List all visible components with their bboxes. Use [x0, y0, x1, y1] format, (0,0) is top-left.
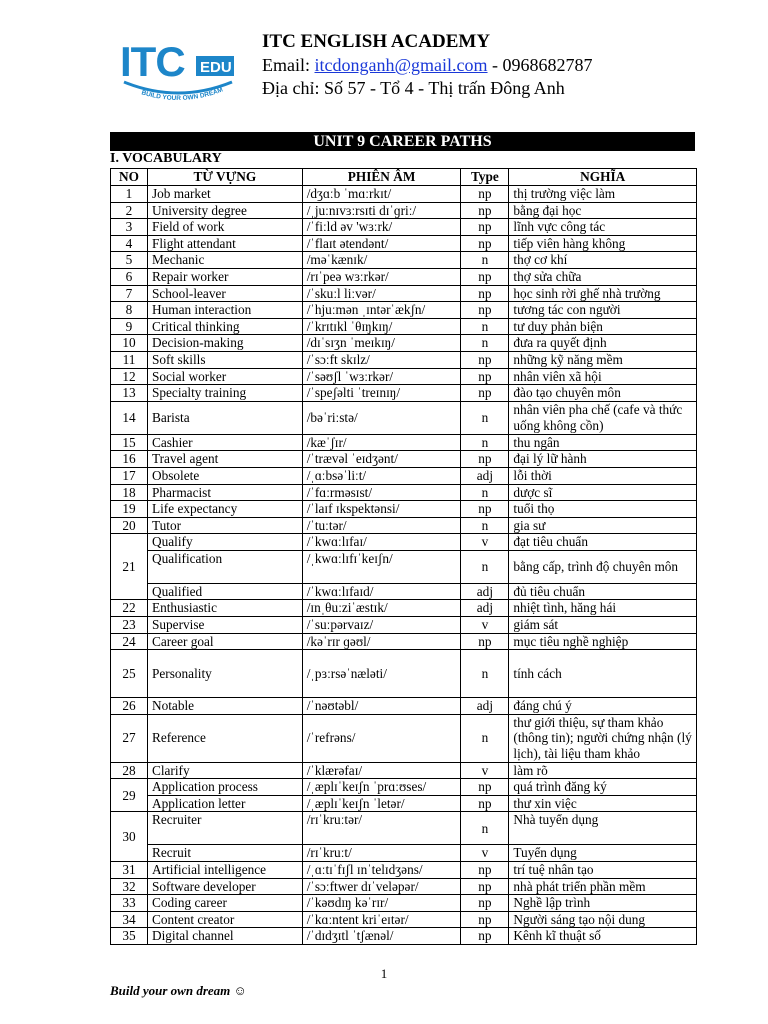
cell-meaning: những kỹ năng mềm — [509, 351, 697, 368]
cell-meaning: thư giới thiệu, sự tham khảo (thông tin); người chứng nhận (lý lịch), tài liệu tham khảo — [509, 714, 697, 762]
cell-no: 5 — [111, 252, 148, 269]
cell-meaning: đào tạo chuyên môn — [509, 385, 697, 402]
cell-word: Recruiter — [147, 812, 302, 845]
cell-type: np — [461, 928, 509, 945]
cell-ipa: /ˈkrɪtɪkl ˈθɪŋkɪŋ/ — [302, 318, 461, 335]
cell-type: np — [461, 302, 509, 319]
cell-meaning: tư duy phản biện — [509, 318, 697, 335]
cell-word: Repair worker — [147, 268, 302, 285]
cell-type: v — [461, 617, 509, 634]
vocabulary-table — [110, 168, 697, 945]
table-row — [111, 235, 697, 252]
cell-ipa: /ˈdɪdʒɪtl ˈtʃænəl/ — [302, 928, 461, 945]
cell-no: 15 — [111, 434, 148, 451]
cell-ipa: /ˌæplɪˈkeɪʃn ˈletər/ — [302, 795, 461, 812]
cell-meaning: thợ cơ khí — [509, 252, 697, 269]
cell-word: Cashier — [147, 434, 302, 451]
cell-ipa: /ˈhjuːmən ˌɪntərˈækʃn/ — [302, 302, 461, 319]
section-title: I. VOCABULARY — [110, 151, 222, 166]
cell-meaning: tính cách — [509, 650, 697, 698]
table-row — [111, 534, 697, 551]
table-row — [111, 318, 697, 335]
table-row — [111, 845, 697, 862]
cell-no: 10 — [111, 335, 148, 352]
cell-word: Recruit — [147, 845, 302, 862]
cell-type: np — [461, 779, 509, 796]
cell-ipa: /ˌɑːtɪˈfɪʃl ɪnˈtelɪdʒəns/ — [302, 862, 461, 879]
cell-type: n — [461, 434, 509, 451]
cell-word: Social worker — [147, 368, 302, 385]
cell-word: Supervise — [147, 617, 302, 634]
cell-meaning: dược sĩ — [509, 484, 697, 501]
table-row — [111, 517, 697, 534]
cell-ipa: /ˈlaɪf ɪkspektənsi/ — [302, 501, 461, 518]
cell-meaning: đạt tiêu chuẩn — [509, 534, 697, 551]
table-row — [111, 650, 697, 698]
cell-ipa: /rɪˈkruːtər/ — [302, 812, 461, 845]
cell-ipa: /ˈfiːld əv 'wɜːrk/ — [302, 219, 461, 236]
cell-meaning: gia sư — [509, 517, 697, 534]
cell-ipa: /ˌæplɪˈkeɪʃn ˈprɑːʊses/ — [302, 779, 461, 796]
cell-no: 6 — [111, 268, 148, 285]
header — [262, 30, 593, 100]
cell-no: 22 — [111, 600, 148, 617]
cell-word: Enthusiastic — [147, 600, 302, 617]
cell-no: 20 — [111, 517, 148, 534]
cell-word: Pharmacist — [147, 484, 302, 501]
footer-slogan: Build your own dream ☺ — [110, 983, 247, 998]
table-row — [111, 385, 697, 402]
cell-type: np — [461, 186, 509, 203]
cell-no: 28 — [111, 762, 148, 779]
table-row — [111, 186, 697, 203]
table-header-row — [111, 169, 697, 186]
cell-ipa: /kæˈʃɪr/ — [302, 434, 461, 451]
cell-ipa: /ɪnˌθuːziˈæstɪk/ — [302, 600, 461, 617]
cell-ipa: /rɪˈpeə wɜːrkər/ — [302, 268, 461, 285]
cell-word: Soft skills — [147, 351, 302, 368]
table-row — [111, 501, 697, 518]
cell-type: adj — [461, 583, 509, 600]
logo-text: ITC — [120, 38, 185, 85]
cell-word: University degree — [147, 202, 302, 219]
logo-slogan: BUILD YOUR OWN DREAM — [140, 86, 224, 103]
cell-word: Content creator — [147, 911, 302, 928]
cell-ipa: /ˈspeʃəlti ˈtreɪnɪŋ/ — [302, 385, 461, 402]
address-line: Địa chỉ: Số 57 - Tổ 4 - Thị trấn Đông Anh — [262, 78, 565, 98]
cell-ipa: /ˈkəʊdɪŋ kəˈrɪr/ — [302, 895, 461, 912]
cell-type: np — [461, 911, 509, 928]
cell-word: School-leaver — [147, 285, 302, 302]
cell-type: np — [461, 351, 509, 368]
cell-no: 24 — [111, 633, 148, 650]
cell-type: n — [461, 252, 509, 269]
cell-meaning: quá trình đăng ký — [509, 779, 697, 796]
cell-type: n — [461, 550, 509, 583]
cell-meaning: đáng chú ý — [509, 698, 697, 715]
cell-ipa: /ˌpɜːrsəˈnæləti/ — [302, 650, 461, 698]
cell-word: Human interaction — [147, 302, 302, 319]
cell-ipa: /ˈfɑːrməsɪst/ — [302, 484, 461, 501]
cell-type: np — [461, 219, 509, 236]
cell-meaning: nhiệt tình, hăng hái — [509, 600, 697, 617]
cell-type: adj — [461, 698, 509, 715]
table-row — [111, 698, 697, 715]
cell-meaning: Nghề lập trình — [509, 895, 697, 912]
cell-meaning: thu ngân — [509, 434, 697, 451]
cell-type: adj — [461, 600, 509, 617]
table-row — [111, 779, 697, 796]
cell-no: 29 — [111, 779, 148, 812]
cell-meaning: thị trường việc làm — [509, 186, 697, 203]
cell-no: 12 — [111, 368, 148, 385]
cell-no: 7 — [111, 285, 148, 302]
cell-ipa: /ˈsəʊʃl ˈwɜːrkər/ — [302, 368, 461, 385]
table-row — [111, 451, 697, 468]
cell-no: 3 — [111, 219, 148, 236]
itc-edu-logo — [118, 38, 238, 108]
cell-ipa: /ˈnəʊtəbl/ — [302, 698, 461, 715]
cell-type: np — [461, 501, 509, 518]
cell-word: Qualification — [147, 550, 302, 583]
cell-ipa: /dɪˈsɪʒn ˈmeɪkɪŋ/ — [302, 335, 461, 352]
cell-no: 33 — [111, 895, 148, 912]
cell-type: np — [461, 862, 509, 879]
cell-word: Barista — [147, 401, 302, 434]
cell-type: n — [461, 335, 509, 352]
table-row — [111, 583, 697, 600]
table-row — [111, 467, 697, 484]
cell-no: 19 — [111, 501, 148, 518]
email-label: Email: — [262, 55, 315, 75]
cell-ipa: /ˌjuːnɪvɜːrsɪti dɪˈɡriː/ — [302, 202, 461, 219]
cell-word: Decision-making — [147, 335, 302, 352]
cell-meaning: thợ sửa chữa — [509, 268, 697, 285]
cell-type: n — [461, 401, 509, 434]
logo-sub: EDU — [200, 59, 232, 76]
cell-ipa: /dʒɑːb ˈmɑːrkɪt/ — [302, 186, 461, 203]
cell-word: Qualified — [147, 583, 302, 600]
cell-ipa: /rɪˈkruːt/ — [302, 845, 461, 862]
cell-word: Artificial intelligence — [147, 862, 302, 879]
cell-meaning: nhân viên xã hội — [509, 368, 697, 385]
cell-ipa: /ˈflaɪt ətendənt/ — [302, 235, 461, 252]
cell-no: 26 — [111, 698, 148, 715]
cell-no: 1 — [111, 186, 148, 203]
cell-no: 21 — [111, 534, 148, 600]
cell-type: np — [461, 795, 509, 812]
cell-ipa: /ˈsɔːftwer dɪˈveləpər/ — [302, 878, 461, 895]
cell-meaning: tương tác con người — [509, 302, 697, 319]
cell-no: 8 — [111, 302, 148, 319]
table-row — [111, 484, 697, 501]
cell-no: 31 — [111, 862, 148, 879]
cell-word: Qualify — [147, 534, 302, 551]
table-row — [111, 368, 697, 385]
cell-type: np — [461, 285, 509, 302]
cell-word: Obsolete — [147, 467, 302, 484]
cell-type: np — [461, 895, 509, 912]
table-row — [111, 252, 697, 269]
cell-meaning: Tuyển dụng — [509, 845, 697, 862]
cell-no: 35 — [111, 928, 148, 945]
cell-meaning: Kênh kĩ thuật số — [509, 928, 697, 945]
table-row — [111, 617, 697, 634]
table-row — [111, 335, 697, 352]
table-row — [111, 812, 697, 845]
table-row — [111, 285, 697, 302]
cell-meaning: bằng đại học — [509, 202, 697, 219]
cell-meaning: lĩnh vực công tác — [509, 219, 697, 236]
cell-meaning: tuổi thọ — [509, 501, 697, 518]
cell-meaning: đưa ra quyết định — [509, 335, 697, 352]
phone-number: - 0968682787 — [487, 55, 593, 75]
col-header-word: TỪ VỰNG — [147, 169, 302, 186]
cell-ipa: /ˈtrævəl ˈeɪdʒənt/ — [302, 451, 461, 468]
cell-ipa: /ˈskuːl liːvər/ — [302, 285, 461, 302]
table-row — [111, 434, 697, 451]
cell-word: Life expectancy — [147, 501, 302, 518]
cell-meaning: đại lý lữ hành — [509, 451, 697, 468]
table-row — [111, 911, 697, 928]
cell-no: 2 — [111, 202, 148, 219]
cell-type: np — [461, 878, 509, 895]
cell-word: Digital channel — [147, 928, 302, 945]
cell-type: n — [461, 484, 509, 501]
cell-no: 9 — [111, 318, 148, 335]
cell-word: Personality — [147, 650, 302, 698]
cell-no: 25 — [111, 650, 148, 698]
cell-no: 16 — [111, 451, 148, 468]
cell-ipa: /ˈrefrəns/ — [302, 714, 461, 762]
cell-word: Reference — [147, 714, 302, 762]
cell-ipa: /ˈkwɑːlɪfaɪd/ — [302, 583, 461, 600]
cell-type: v — [461, 534, 509, 551]
table-row — [111, 633, 697, 650]
cell-type: n — [461, 714, 509, 762]
cell-ipa: /bəˈriːstə/ — [302, 401, 461, 434]
cell-type: n — [461, 318, 509, 335]
cell-word: Clarify — [147, 762, 302, 779]
cell-meaning: làm rõ — [509, 762, 697, 779]
contact-line — [262, 54, 593, 77]
cell-meaning: Người sáng tạo nội dung — [509, 911, 697, 928]
cell-ipa: /ˈtuːtər/ — [302, 517, 461, 534]
cell-word: Job market — [147, 186, 302, 203]
cell-no: 14 — [111, 401, 148, 434]
email-link[interactable]: itcdonganh@gmail.com — [314, 55, 488, 75]
cell-type: np — [461, 235, 509, 252]
table-row — [111, 219, 697, 236]
cell-meaning: học sinh rời ghế nhà trường — [509, 285, 697, 302]
col-header-type: Type — [461, 169, 509, 186]
cell-ipa: /ˈkɑːntent kriˈeɪtər/ — [302, 911, 461, 928]
cell-type: adj — [461, 467, 509, 484]
cell-word: Notable — [147, 698, 302, 715]
cell-word: Software developer — [147, 878, 302, 895]
table-row — [111, 550, 697, 583]
cell-type: v — [461, 762, 509, 779]
table-row — [111, 600, 697, 617]
table-row — [111, 762, 697, 779]
cell-word: Tutor — [147, 517, 302, 534]
cell-type: n — [461, 812, 509, 845]
cell-ipa: /ˈklærəfaɪ/ — [302, 762, 461, 779]
table-row — [111, 862, 697, 879]
table-row — [111, 202, 697, 219]
cell-ipa: /ˌɑːbsəˈliːt/ — [302, 467, 461, 484]
table-row — [111, 714, 697, 762]
col-header-ipa: PHIÊN ÂM — [302, 169, 461, 186]
col-header-meaning: NGHĨA — [509, 169, 697, 186]
cell-no: 18 — [111, 484, 148, 501]
col-header-no: NO — [111, 169, 148, 186]
cell-ipa: /ˈsuːpərvaɪz/ — [302, 617, 461, 634]
cell-no: 23 — [111, 617, 148, 634]
cell-type: np — [461, 368, 509, 385]
cell-word: Field of work — [147, 219, 302, 236]
cell-word: Coding career — [147, 895, 302, 912]
cell-word: Specialty training — [147, 385, 302, 402]
table-row — [111, 878, 697, 895]
cell-type: v — [461, 845, 509, 862]
cell-word: Critical thinking — [147, 318, 302, 335]
cell-ipa: /məˈkænɪk/ — [302, 252, 461, 269]
unit-title: UNIT 9 CAREER PATHS — [110, 132, 695, 151]
cell-no: 11 — [111, 351, 148, 368]
cell-word: Mechanic — [147, 252, 302, 269]
cell-meaning: nhân viên pha chế (cafe và thức uống không cồn) — [509, 401, 697, 434]
page-number: 1 — [380, 966, 388, 981]
cell-ipa: /ˈsɔːft skɪlz/ — [302, 351, 461, 368]
cell-meaning: giám sát — [509, 617, 697, 634]
table-row — [111, 401, 697, 434]
cell-no: 13 — [111, 385, 148, 402]
cell-no: 27 — [111, 714, 148, 762]
cell-no: 30 — [111, 812, 148, 862]
cell-no: 17 — [111, 467, 148, 484]
cell-meaning: đủ tiêu chuẩn — [509, 583, 697, 600]
academy-title: ITC ENGLISH ACADEMY — [262, 31, 491, 52]
cell-no: 34 — [111, 911, 148, 928]
cell-word: Application process — [147, 779, 302, 796]
cell-type: n — [461, 650, 509, 698]
table-row — [111, 795, 697, 812]
table-row — [111, 351, 697, 368]
cell-type: np — [461, 202, 509, 219]
cell-type: np — [461, 268, 509, 285]
cell-meaning: mục tiêu nghề nghiệp — [509, 633, 697, 650]
cell-meaning: bằng cấp, trình độ chuyên môn — [509, 550, 697, 583]
cell-ipa: /kəˈrɪr ɡəʊl/ — [302, 633, 461, 650]
cell-type: np — [461, 451, 509, 468]
cell-ipa: /ˈkwɑːlɪfaɪ/ — [302, 534, 461, 551]
cell-meaning: nhà phát triển phần mềm — [509, 878, 697, 895]
cell-meaning: tiếp viên hàng không — [509, 235, 697, 252]
cell-word: Career goal — [147, 633, 302, 650]
cell-meaning: trí tuệ nhân tạo — [509, 862, 697, 879]
cell-meaning: Nhà tuyển dụng — [509, 812, 697, 845]
cell-word: Travel agent — [147, 451, 302, 468]
cell-meaning: thư xin việc — [509, 795, 697, 812]
cell-meaning: lỗi thời — [509, 467, 697, 484]
cell-word: Application letter — [147, 795, 302, 812]
table-row — [111, 928, 697, 945]
cell-word: Flight attendant — [147, 235, 302, 252]
cell-no: 32 — [111, 878, 148, 895]
cell-type: n — [461, 517, 509, 534]
table-row — [111, 302, 697, 319]
cell-type: np — [461, 385, 509, 402]
cell-no: 4 — [111, 235, 148, 252]
cell-ipa: /ˌkwɑːlɪfɪˈkeɪʃn/ — [302, 550, 461, 583]
table-row — [111, 895, 697, 912]
cell-type: np — [461, 633, 509, 650]
table-row — [111, 268, 697, 285]
